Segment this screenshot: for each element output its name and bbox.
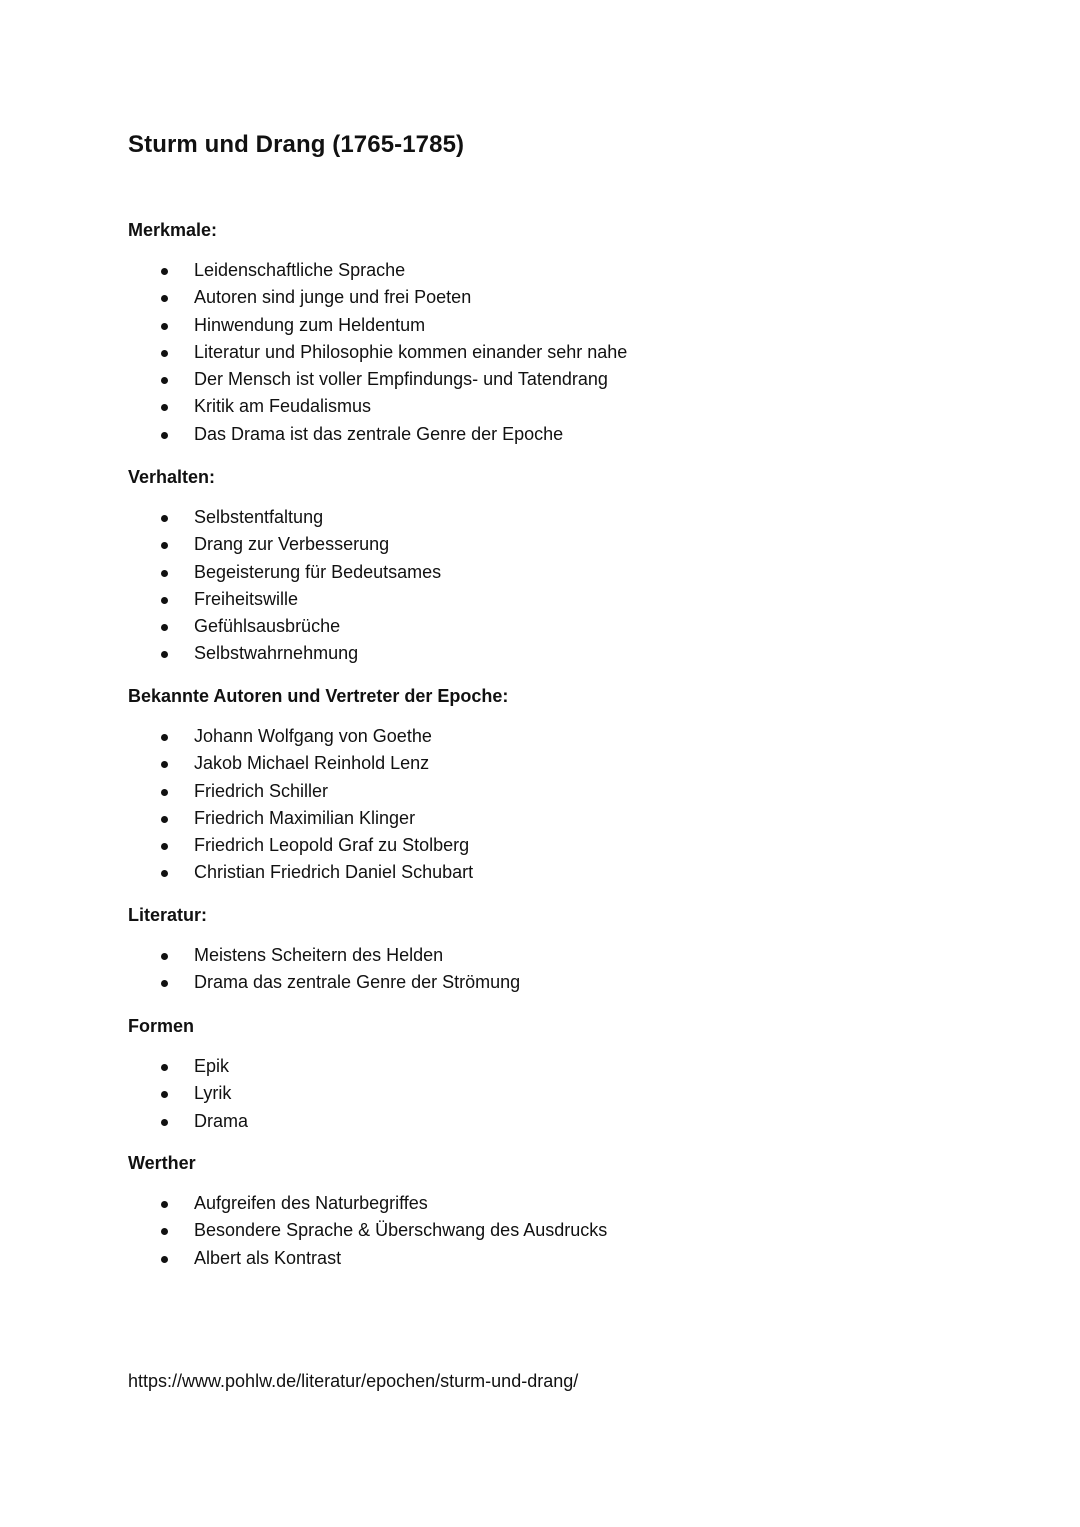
list-item (128, 312, 988, 339)
section-literatur (128, 902, 988, 997)
bullet-icon (161, 1119, 168, 1126)
list-item (128, 1053, 988, 1080)
section-heading: Verhalten: (128, 467, 216, 487)
bullet-icon (161, 515, 168, 522)
list-item-text: Autoren sind junge und frei Poeten (194, 287, 472, 308)
list-item-text: Johann Wolfgang von Goethe (194, 726, 432, 746)
bullet-list (128, 942, 988, 997)
list-item (128, 778, 988, 805)
list-item (128, 750, 988, 777)
list-item-text: Meistens Scheitern des Helden (194, 945, 444, 965)
list-item-text: Begeisterung für Bedeutsames (194, 561, 442, 582)
bullet-icon (161, 816, 168, 823)
bullet-icon (161, 268, 168, 275)
list-item-text: Friedrich Leopold Graf zu Stolberg (194, 835, 470, 856)
list-item-text: Besondere Sprache & Überschwang des Ausdrucks (194, 1220, 608, 1241)
section-autoren (128, 683, 988, 887)
bullet-icon (161, 624, 168, 631)
list-item-text: Der Mensch ist voller Empfindungs- und Tatendrang (194, 369, 608, 390)
list-item (128, 586, 988, 613)
list-item (128, 1245, 988, 1272)
list-item-text: Kritik am Feudalismus (194, 396, 372, 417)
bullet-list (128, 723, 988, 887)
list-item (128, 366, 988, 393)
list-item (128, 559, 988, 586)
list-item (128, 531, 988, 558)
list-item (128, 421, 988, 448)
list-item (128, 942, 988, 969)
bullet-icon (161, 432, 168, 439)
list-item (128, 1080, 988, 1107)
bullet-icon (161, 377, 168, 384)
bullet-list (128, 504, 988, 668)
bullet-icon (161, 953, 168, 960)
section-heading: Merkmale: (128, 220, 218, 240)
list-item (128, 859, 988, 886)
bullet-icon (161, 1256, 168, 1263)
list-item-text: Friedrich Schiller (194, 780, 329, 801)
list-item (128, 805, 988, 832)
bullet-list (128, 1053, 988, 1135)
list-item (128, 1190, 988, 1217)
section-heading: Literatur: (128, 905, 208, 925)
list-item-text: Literatur und Philosophie kommen einander sehr nahe (194, 341, 628, 362)
section-heading: Werther (128, 1153, 196, 1173)
section-verhalten (128, 464, 988, 668)
page-title: Sturm und Drang (1765-1785) (128, 131, 465, 158)
bullet-icon (161, 323, 168, 330)
bullet-icon (161, 789, 168, 796)
list-item (128, 1108, 988, 1135)
bullet-icon (161, 1201, 168, 1208)
list-item-text: Das Drama ist das zentrale Genre der Epoche (194, 423, 564, 444)
bullet-icon (161, 1064, 168, 1071)
bullet-icon (161, 1091, 168, 1098)
list-item-text: Drama (194, 1110, 249, 1131)
list-item (128, 339, 988, 366)
bullet-icon (161, 734, 168, 741)
bullet-icon (161, 870, 168, 877)
bullet-icon (161, 980, 168, 987)
bullet-icon (161, 542, 168, 549)
section-werther (128, 1150, 988, 1272)
list-item-text: Hinwendung zum Heldentum (194, 314, 426, 335)
list-item-text: Aufgreifen des Naturbegriffes (194, 1193, 428, 1213)
bullet-list (128, 257, 988, 448)
bullet-icon (161, 761, 168, 768)
list-item (128, 284, 988, 311)
list-item-text: Epik (194, 1056, 230, 1076)
section-formen (128, 1013, 988, 1135)
bullet-list (128, 1190, 988, 1272)
bullet-icon (161, 1228, 168, 1235)
list-item (128, 832, 988, 859)
bullet-icon (161, 597, 168, 604)
list-item-text: Gefühlsausbrüche (194, 616, 341, 637)
list-item (128, 257, 988, 284)
section-heading: Bekannte Autoren und Vertreter der Epoche: (128, 686, 509, 706)
list-item (128, 1217, 988, 1244)
list-item-text: Selbstentfaltung (194, 507, 324, 527)
list-item (128, 613, 988, 640)
list-item-text: Albert als Kontrast (194, 1247, 342, 1268)
list-item (128, 393, 988, 420)
bullet-icon (161, 295, 168, 302)
bullet-icon (161, 570, 168, 577)
list-item-text: Selbstwahrnehmung (194, 643, 359, 664)
list-item-text: Drama das zentrale Genre der Strömung (194, 972, 521, 993)
list-item (128, 504, 988, 531)
bullet-icon (161, 843, 168, 850)
list-item (128, 640, 988, 667)
list-item-text: Friedrich Maximilian Klinger (194, 807, 416, 828)
list-item-text: Lyrik (194, 1083, 232, 1104)
list-item-text: Jakob Michael Reinhold Lenz (194, 753, 430, 774)
bullet-icon (161, 651, 168, 658)
list-item-text: Leidenschaftliche Sprache (194, 260, 406, 280)
bullet-icon (161, 350, 168, 357)
list-item-text: Drang zur Verbesserung (194, 534, 390, 555)
list-item-text: Freiheitswille (194, 588, 299, 609)
source-url: https://www.pohlw.de/literatur/epochen/sturm-und-drang/ (128, 1371, 579, 1391)
list-item (128, 723, 988, 750)
bullet-icon (161, 404, 168, 411)
section-merkmale (128, 217, 988, 448)
list-item-text: Christian Friedrich Daniel Schubart (194, 862, 474, 883)
section-heading: Formen (128, 1016, 195, 1036)
list-item (128, 969, 988, 996)
